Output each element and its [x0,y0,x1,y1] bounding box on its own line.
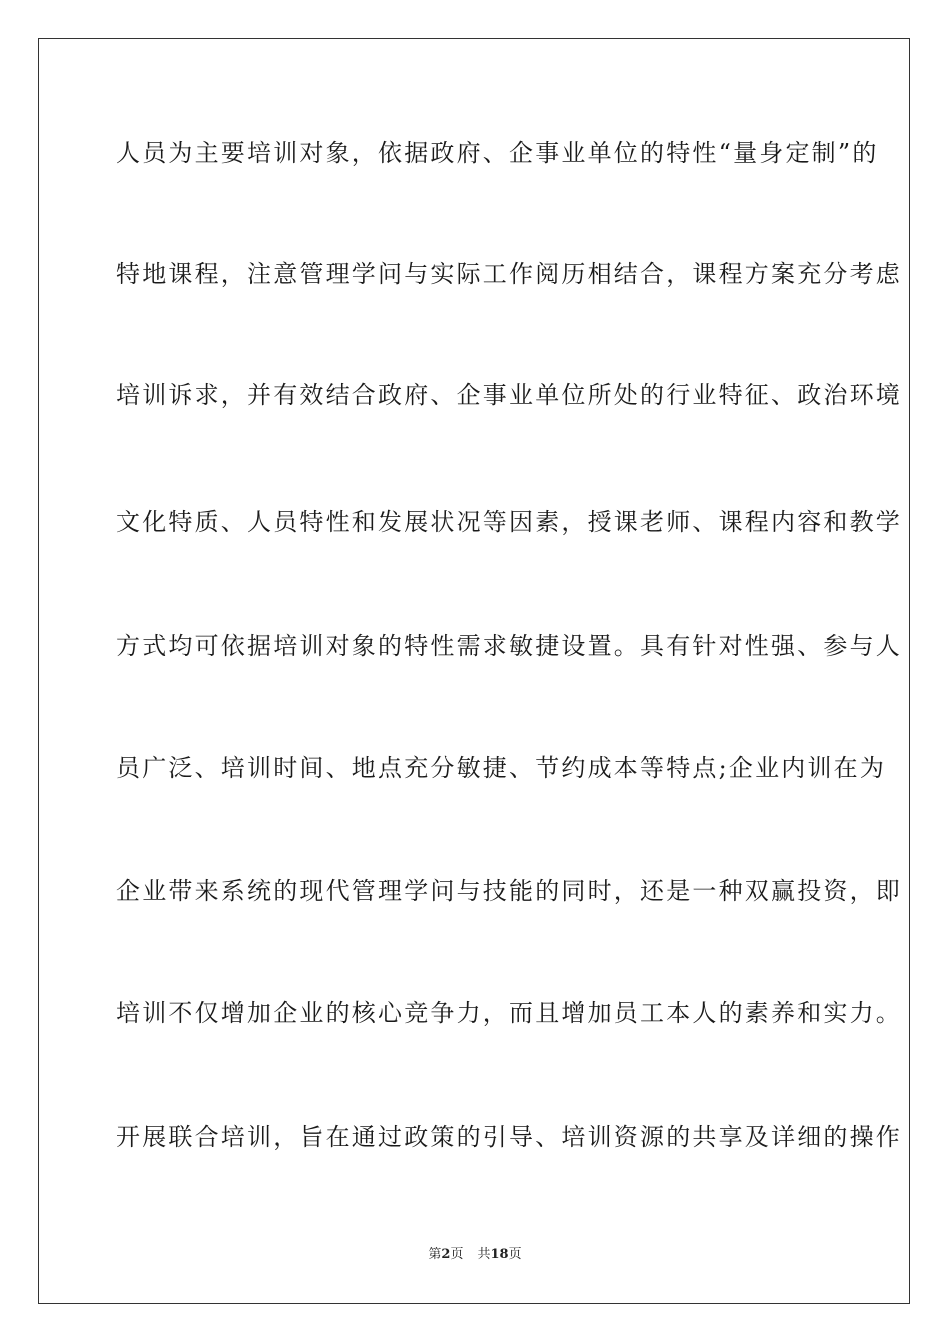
text-line: 特地课程，注意管理学问与实际工作阅历相结合，课程方案充分考虑 [116,260,902,288]
text-line: 方式均可依据培训对象的特性需求敏捷设置。具有针对性强、参与人 [116,632,902,660]
page-number: 2 [441,1247,451,1262]
text-line: 企业带来系统的现代管理学问与技能的同时，还是一种双赢投资，即 [116,877,902,905]
total-label-suffix: 页 [508,1247,522,1262]
total-label-prefix: 共 [477,1247,491,1262]
text-line: 文化特质、人员特性和发展状况等因素，授课老师、课程内容和教学 [116,508,902,536]
text-line: 员广泛、培训时间、地点充分敏捷、节约成本等特点;企业内训在为 [116,754,887,782]
page-footer [0,1246,950,1264]
text-line: 培训不仅增加企业的核心竞争力，而且增加员工本人的素养和实力。 [116,999,902,1027]
text-line: 人员为主要培训对象，依据政府、企事业单位的特性“量身定制”的 [116,139,879,167]
page-border [38,38,910,1304]
text-line: 培训诉求，并有效结合政府、企事业单位所处的行业特征、政治环境 [116,381,902,409]
total-pages: 18 [490,1247,509,1262]
page-label-suffix: 页 [450,1247,464,1262]
page-label-prefix: 第 [428,1247,442,1262]
text-line: 开展联合培训，旨在通过政策的引导、培训资源的共享及详细的操作 [116,1123,902,1151]
